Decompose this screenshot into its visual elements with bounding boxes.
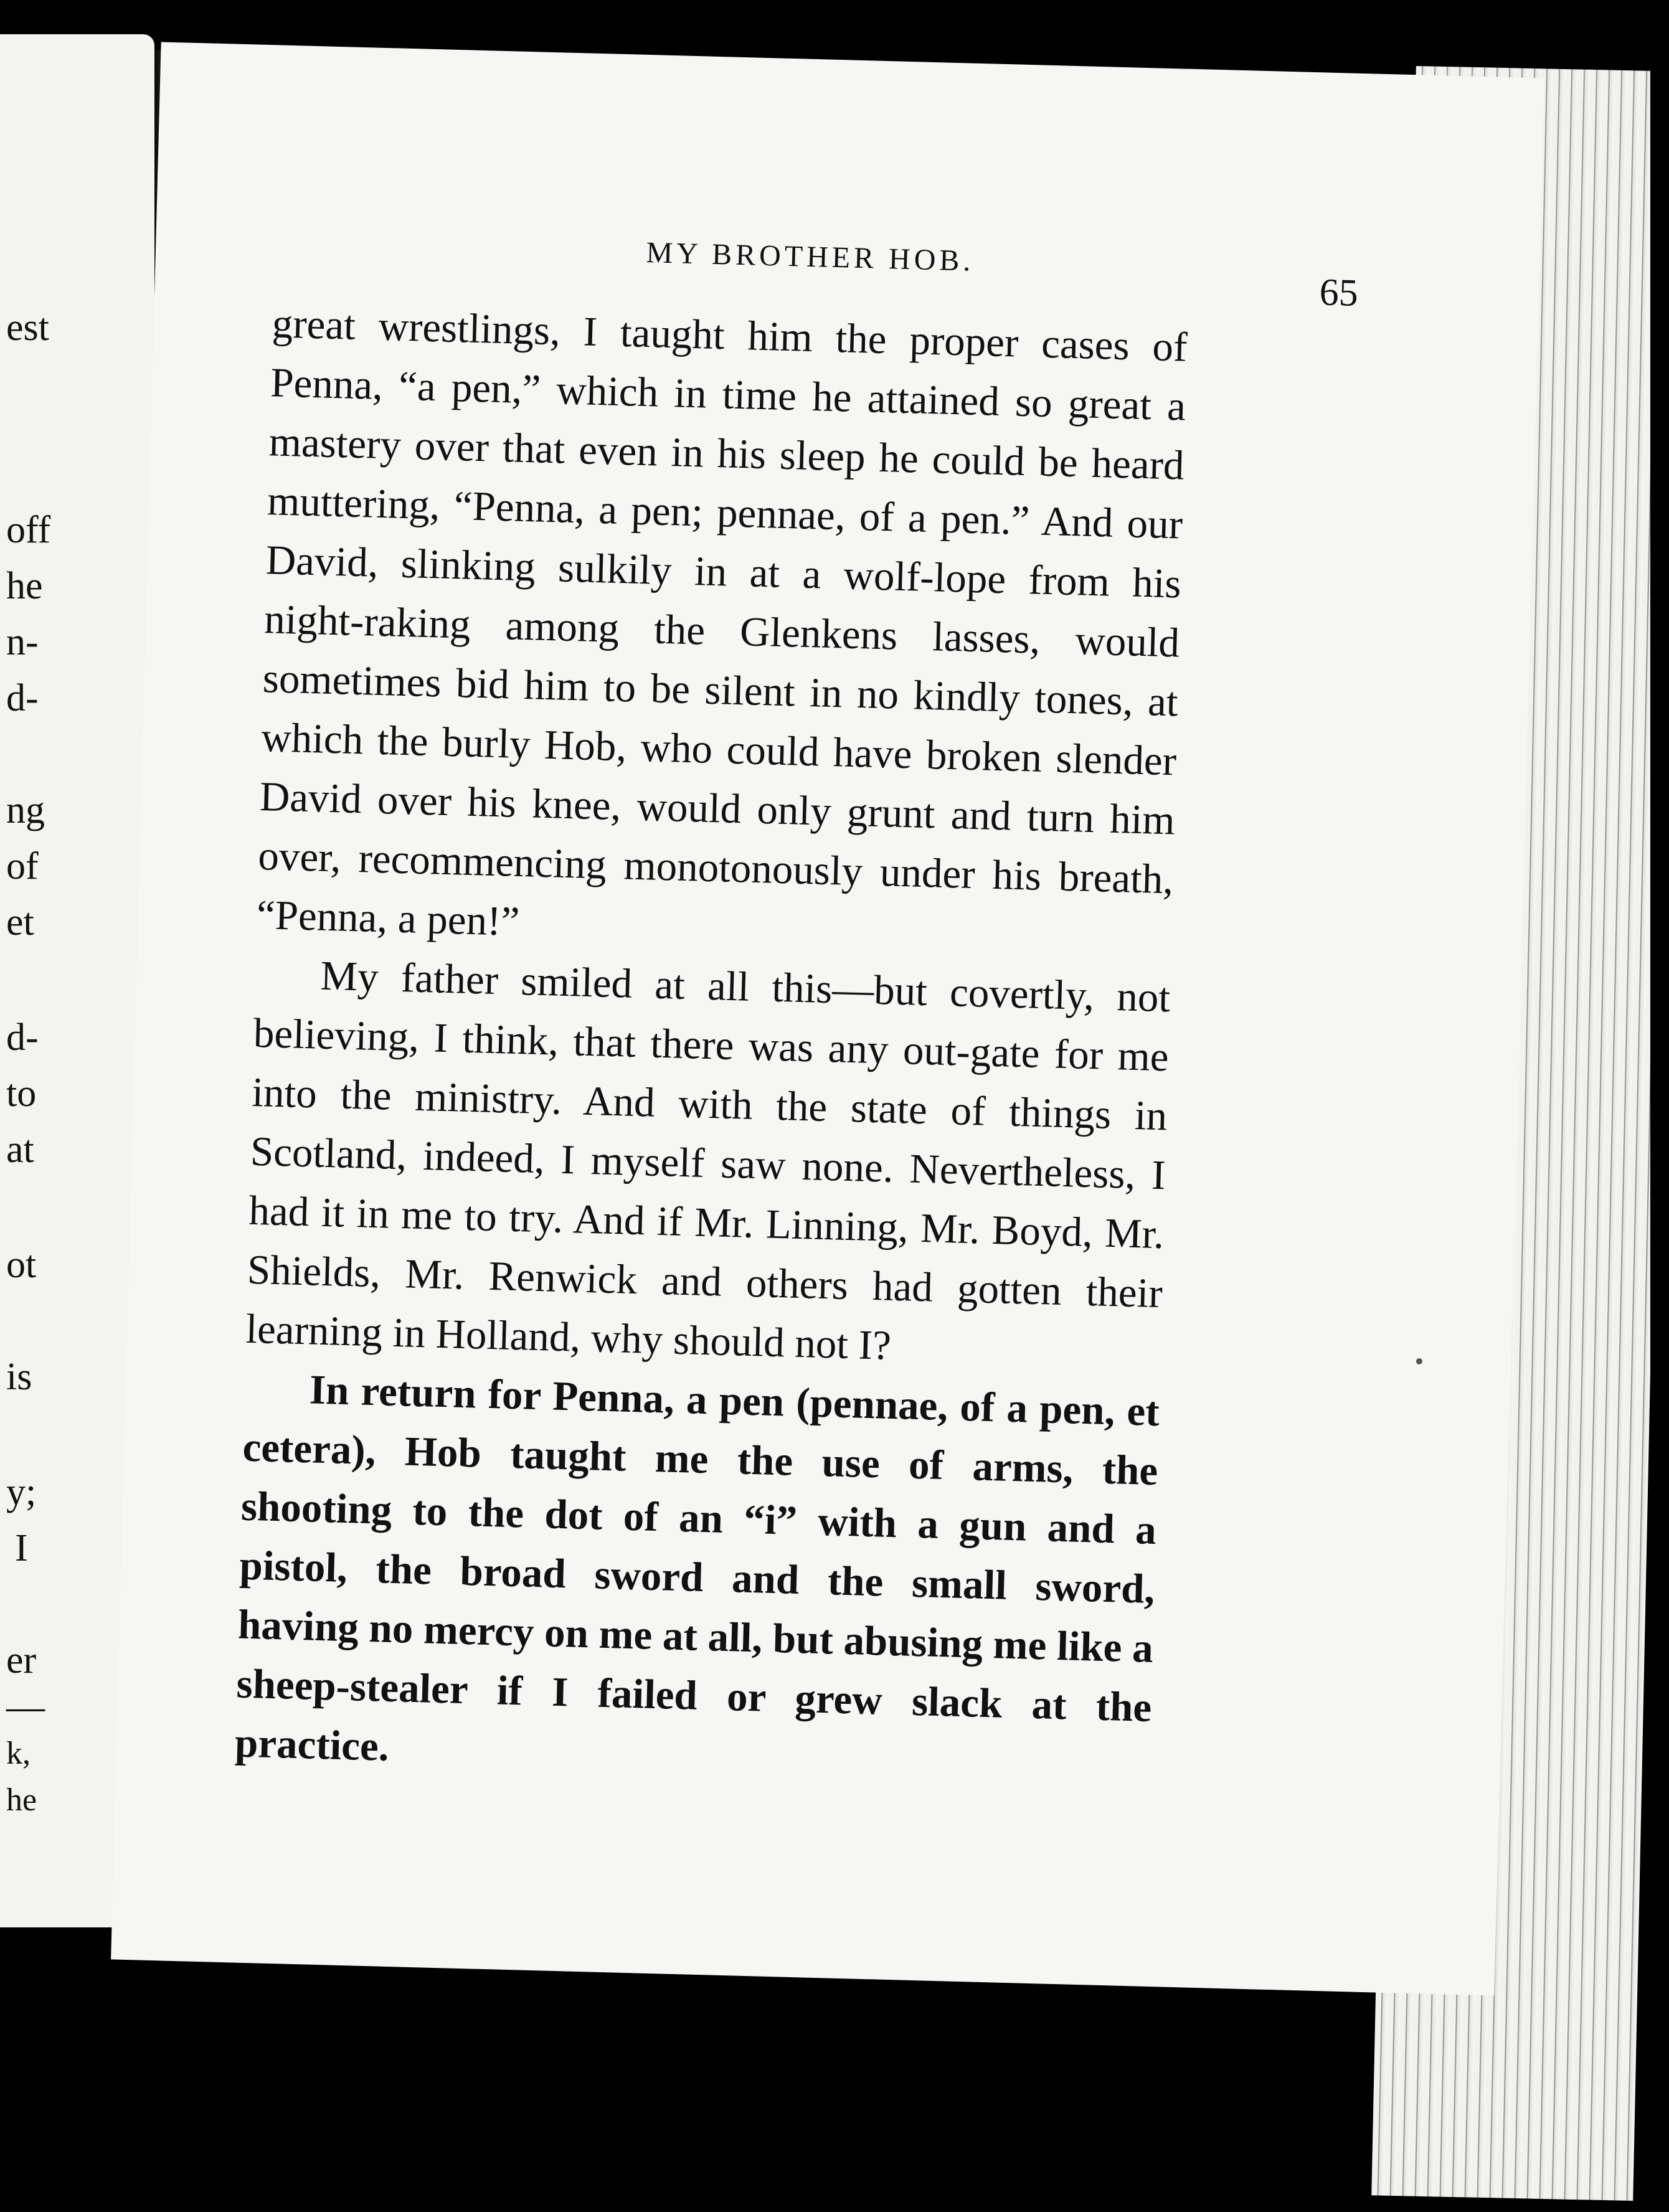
left-page-fragment: is <box>6 1356 32 1398</box>
left-page-fragment: k, <box>6 1736 31 1771</box>
paragraph: In return for Penna, a pen (pennae, of a pen, et cetera), Hob taught me the use of arms, the shooting to the dot of an “i” with a gun and a pistol, the broad sword and the small sword, having no mercy on me at all, but abusing me like a sheep-stealer if I failed or grew slack at the practice. <box>234 1366 1160 1770</box>
left-page-fragment: d- <box>6 677 39 719</box>
left-page-fragment: et <box>6 901 34 943</box>
left-page-fragment: to <box>6 1072 37 1115</box>
paragraph: My father smiled at all this—but covertly, not believing, I think, that there was any out-gate for me into the ministry. And with the state of things in Scotland, indeed, I myself saw none. Nevertheless, I had it in me to try. And if Mr. Linning, Mr. Boyd, Mr. Shields, Mr. Renwick and others had gotten their learning in Holland, why should not I? <box>245 952 1171 1369</box>
left-page-fragment: at <box>6 1128 34 1171</box>
body-text <box>234 294 1188 1797</box>
page-number: 65 <box>1318 271 1359 314</box>
page-speck <box>1416 1358 1422 1364</box>
right-page <box>111 42 1544 1995</box>
running-head: MY BROTHER HOB. <box>645 235 975 278</box>
left-page-fragment: — <box>6 1686 45 1728</box>
left-page-fragment: he <box>6 565 43 607</box>
left-page-fragment: y; <box>6 1471 37 1513</box>
left-page-fragment: off <box>6 509 51 551</box>
left-page-fragment: ng <box>6 789 45 831</box>
left-page-fragment: ot <box>6 1244 37 1286</box>
left-page-fragment: he <box>6 1782 37 1818</box>
left-page-fragment: d- <box>6 1016 39 1059</box>
book-edge-shadow <box>1650 37 1669 2212</box>
left-page-fragment: est <box>6 306 49 349</box>
left-page-fragment: of <box>6 845 39 887</box>
left-page-fragment: n- <box>6 621 39 663</box>
left-page-fragment: er <box>6 1639 37 1681</box>
paragraph: great wrestlings, I taught him the proper cases of Penna, “a pen,” which in time he attained so great a mastery over that even in his sleep he could be heard muttering, “Penna, a pen; pennae, of a pen.” And our David, slinking sulkily in at a wolf-lope from his night-raking among the Glenkens lasses, would sometimes bid him to be silent in no kindly tones, at which the burly Hob, who could have broken slender David over his knee, would only grunt and turn him over, recommencing monotonously under his breath, “Penna, a pen!” <box>256 300 1188 945</box>
left-page-fragment: I <box>15 1527 28 1569</box>
